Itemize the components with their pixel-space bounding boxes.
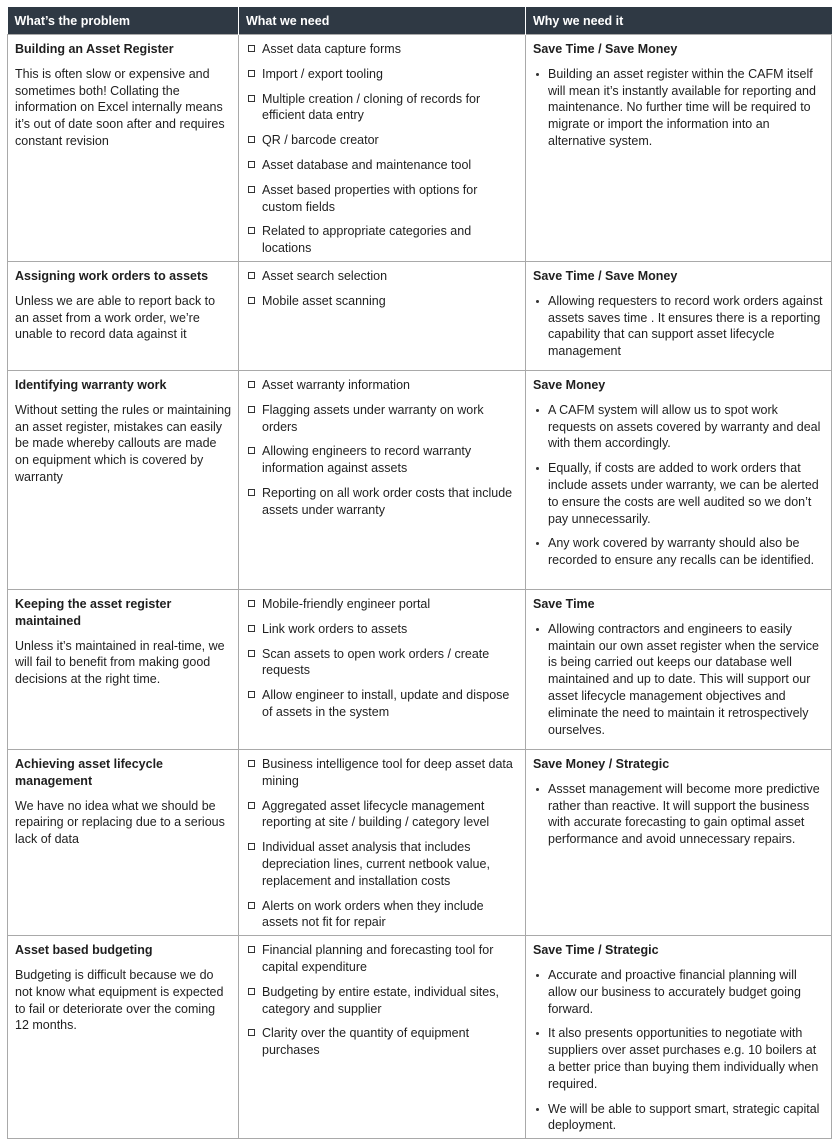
table-row [8,590,832,750]
bullet-icon [536,542,539,545]
need-text: Mobile asset scanning [262,293,386,308]
need-item [246,942,519,976]
reason-text: It also presents opportunities to negotiate with suppliers over asset purchases e.g. 10 boilers at a better price than buying them individually when required. [548,1026,819,1091]
bullet-icon [536,300,539,303]
checkbox-icon[interactable] [248,136,255,143]
problem-description: Without setting the rules or maintaining an asset register, mistakes can easily be made whereby callouts are made on equipment which is covered by warranty [15,402,232,484]
need-text: Asset search selection [262,269,388,283]
checkbox-icon[interactable] [248,227,255,234]
bullet-icon [536,628,539,631]
needs-cell [239,936,526,1139]
need-item [246,268,519,285]
problem-cell [8,262,239,371]
need-item [246,157,519,174]
needs-cell [239,35,526,262]
reason-item [533,402,825,452]
need-text: Aggregated asset lifecycle management reporting at site / building / category level [262,798,490,830]
why-cell [526,936,832,1139]
problem-title: Building an Asset Register [15,42,174,56]
needs-cell [239,590,526,750]
reason-text: Allowing requesters to record work orders against assets saves time . It ensures there is a reporting capability that can support asset lifecycle management [548,293,823,359]
checkbox-icon[interactable] [248,625,255,632]
need-text: Asset database and maintenance tool [262,157,472,172]
need-text: Asset data capture forms [262,42,401,56]
header-row [8,7,832,35]
problem-description: This is often slow or expensive and sometimes both! Collating the information on Excel internally means it’s out of date soon after and requires constant revision [15,66,225,148]
need-item [246,621,519,638]
need-item [246,91,519,125]
need-item [246,485,519,519]
reason-text: Equally, if costs are added to work orders that include assets under warranty, we can be alerted to ensure the costs are well audited so we don’t pay unnecessarily. [548,461,819,526]
checkbox-icon[interactable] [248,95,255,102]
bullet-icon [536,409,539,412]
reason-text: Allowing contractors and engineers to easily maintain our own asset register when the service is being carried out keeps our database well maintained and up to date. This will support our asset lifecycle management objectives and eliminate the need to maintain it retrospectively ourselves. [548,621,819,737]
benefit-title: Save Time / Strategic [533,943,659,958]
bullet-icon [536,1108,539,1111]
benefit-title: Save Time / Save Money [533,269,678,283]
problem-title: Asset based budgeting [15,943,153,958]
reason-text: Accurate and proactive financial planning will allow our business to accurately budget going forward. [548,967,801,1016]
checkbox-icon[interactable] [248,161,255,168]
why-cell [526,590,832,750]
need-item [246,443,519,477]
problem-cell [8,590,239,750]
checkbox-icon[interactable] [248,802,255,809]
bullet-icon [536,467,539,470]
need-item [246,66,519,83]
need-item [246,646,519,680]
table-row [8,262,832,371]
problem-title: Assigning work orders to assets [15,269,209,283]
reason-item [533,460,825,527]
needs-cell [239,262,526,371]
need-text: Clarity over the quantity of equipment purchases [262,1026,470,1058]
table-row [8,936,832,1139]
why-cell [526,35,832,262]
benefit-title: Save Money [533,378,606,392]
need-item [246,839,519,889]
need-item [246,223,519,257]
checkbox-icon[interactable] [248,406,255,413]
checkbox-icon[interactable] [248,45,255,52]
checkbox-icon[interactable] [248,650,255,657]
reason-item [533,781,825,848]
need-text: Link work orders to assets [262,621,408,636]
reason-item [533,535,825,569]
header-why: Why we need it [526,7,832,35]
need-text: Business intelligence tool for deep asset data mining [262,757,513,788]
requirements-table [7,7,832,1139]
need-text: Asset based properties with options for custom fields [262,182,478,214]
need-text: Scan assets to open work orders / create requests [262,646,490,678]
table-row [8,750,832,936]
reason-item [533,1025,825,1092]
bullet-icon [536,73,539,76]
benefit-title: Save Time / Save Money [533,42,678,56]
why-cell [526,750,832,936]
bullet-icon [536,1032,539,1035]
need-text: Flagging assets under warranty on work orders [262,402,484,434]
need-text: Alerts on work orders when they include assets not fit for repair [262,898,484,930]
need-text: Multiple creation / cloning of records for efficient data entry [262,91,481,123]
need-item [246,402,519,436]
need-item [246,898,519,932]
checkbox-icon[interactable] [248,988,255,995]
problem-description: Budgeting is difficult because we do not know what equipment is expected to fail or deteriorate over the coming 12 months. [15,967,224,1033]
need-item [246,1025,519,1059]
problem-cell [8,371,239,590]
problem-title: Identifying warranty work [15,378,167,392]
checkbox-icon[interactable] [248,186,255,193]
reason-text: We will be able to support smart, strategic capital deployment. [548,1101,820,1133]
checkbox-icon[interactable] [248,297,255,304]
checkbox-icon[interactable] [248,381,255,388]
reason-item [533,967,825,1017]
need-item [246,756,519,790]
need-item [246,798,519,832]
need-text: Reporting on all work order costs that include assets under warranty [262,485,513,517]
reason-item [533,66,825,150]
header-problem: What’s the problem [8,7,239,35]
bullet-icon [536,974,539,977]
problem-description: Unless we are able to report back to an asset from a work order, we’re unable to record data against it [15,293,216,342]
checkbox-icon[interactable] [248,843,255,850]
need-text: Allow engineer to install, update and dispose of assets in the system [262,688,510,719]
table-row [8,35,832,262]
benefit-title: Save Money / Strategic [533,757,670,771]
needs-cell [239,371,526,590]
checkbox-icon[interactable] [248,946,255,953]
need-item [246,596,519,613]
problem-title: Achieving asset lifecycle management [15,757,163,788]
checkbox-icon[interactable] [248,489,255,496]
problem-description: We have no idea what we should be repairing or replacing due to a serious lack of data [15,798,225,847]
need-item [246,41,519,58]
checkbox-icon[interactable] [248,760,255,767]
needs-cell [239,750,526,936]
need-item [246,687,519,721]
problem-description: Unless it’s maintained in real-time, we will fail to benefit from making good decisions at the right time. [15,638,225,687]
reason-text: A CAFM system will allow us to spot work requests on assets covered by warranty and deal with them accordingly. [548,402,821,451]
header-need: What we need [239,7,526,35]
need-item [246,132,519,149]
checkbox-icon[interactable] [248,902,255,909]
need-text: Mobile-friendly engineer portal [262,597,431,611]
need-text: Import / export tooling [262,66,383,81]
table-row [8,371,832,590]
benefit-title: Save Time [533,597,595,611]
need-text: Budgeting by entire estate, individual sites, category and supplier [262,984,499,1016]
reason-item [533,293,825,360]
bullet-icon [536,788,539,791]
reason-text: Assset management will become more predictive rather than reactive. It will support the business with accurate forecasting to gain optimal asset performance and avoid unnecessary repairs. [548,781,820,847]
reason-item [533,621,825,739]
checkbox-icon[interactable] [248,691,255,698]
need-item [246,293,519,310]
problem-cell [8,750,239,936]
need-text: QR / barcode creator [262,133,379,148]
checkbox-icon[interactable] [248,272,255,279]
checkbox-icon[interactable] [248,1029,255,1036]
need-text: Related to appropriate categories and locations [262,224,472,256]
need-item [246,984,519,1018]
why-cell [526,262,832,371]
need-item [246,377,519,394]
problem-cell [8,936,239,1139]
need-text: Individual asset analysis that includes depreciation lines, current netbook value, replacement and installation costs [262,840,490,888]
reason-text: Building an asset register within the CAFM itself will mean it’s instantly available for reporting and maintenance. No further time will be required to migrate or import the information into an alternative system. [548,66,816,148]
why-cell [526,371,832,590]
problem-cell [8,35,239,262]
need-text: Allowing engineers to record warranty information against assets [262,444,472,476]
checkbox-icon[interactable] [248,447,255,454]
need-text: Financial planning and forecasting tool for capital expenditure [262,943,494,974]
checkbox-icon[interactable] [248,600,255,607]
need-item [246,182,519,216]
checkbox-icon[interactable] [248,70,255,77]
reason-item [533,1101,825,1135]
need-text: Asset warranty information [262,378,410,392]
problem-title: Keeping the asset register maintained [15,597,172,628]
table-body [8,35,832,1139]
reason-text: Any work covered by warranty should also be recorded to ensure any recalls can be identified. [548,536,815,568]
